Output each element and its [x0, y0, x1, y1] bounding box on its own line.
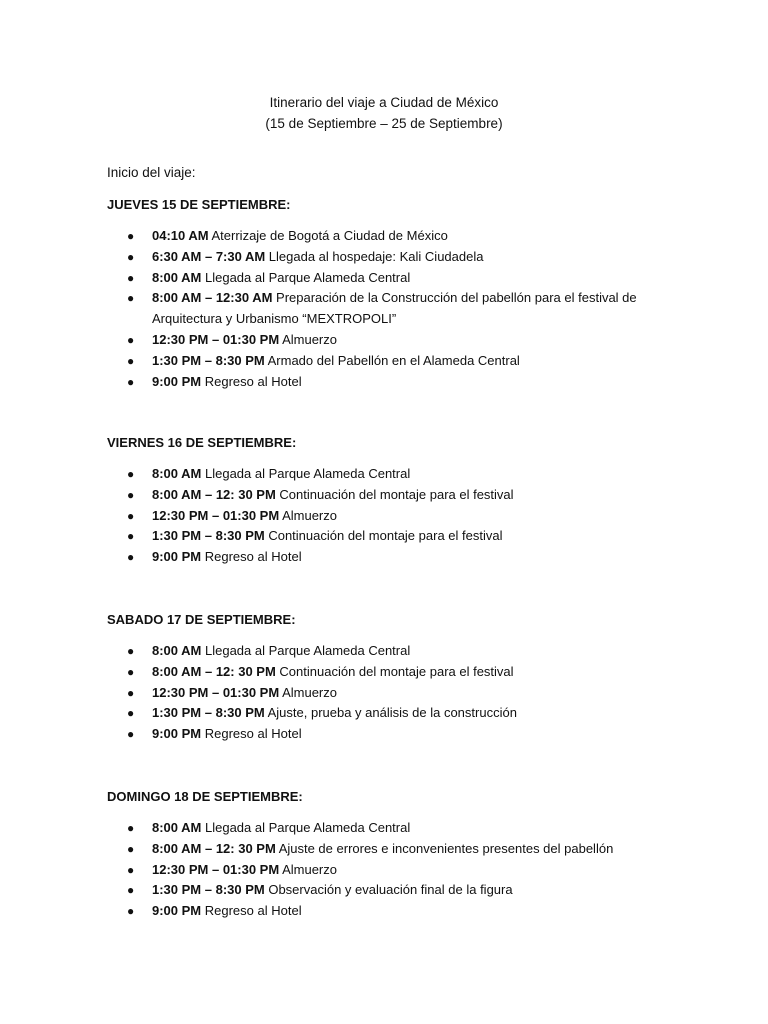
list-item: [107, 860, 692, 881]
item-time: 8:00 AM: [152, 643, 202, 658]
item-text: Regreso al Hotel: [201, 903, 302, 919]
bullet-icon: ●: [127, 529, 135, 544]
item-text: Llegada al Parque Alameda Central: [201, 466, 411, 481]
document-subtitle: (15 de Septiembre – 25 de Septiembre): [265, 116, 503, 131]
list-item: [107, 662, 692, 683]
item-time: 8:00 AM: [152, 466, 202, 481]
item-text: Preparación de la Construcción del pabellón para el festival de Arquitectura y Urbanismo “MEXTROPOLI”: [152, 290, 637, 327]
item-time: 1:30 PM – 8:30 PM: [152, 705, 265, 721]
item-time: 1:30 PM – 8:30 PM: [152, 882, 265, 898]
item-time: 1:30 PM – 8:30 PM: [152, 352, 265, 368]
bullet-icon: ●: [127, 249, 135, 264]
day-heading: VIERNES 16 DE SEPTIEMBRE:: [107, 435, 297, 450]
list-item: [107, 724, 692, 745]
bullet-icon: ●: [127, 291, 135, 306]
day-section-jueves: [107, 196, 707, 392]
list-item: [107, 641, 692, 662]
list-item: [107, 330, 692, 351]
bullet-icon: ●: [127, 727, 135, 742]
day-section-viernes: [107, 434, 707, 568]
item-time: 8:00 AM – 12: 30 PM: [152, 486, 276, 502]
itinerary-list: [107, 641, 707, 745]
list-item: [107, 351, 692, 372]
list-item: [107, 703, 692, 724]
list-item: [107, 288, 692, 330]
item-text: Llegada al Parque Alameda Central: [201, 269, 411, 285]
item-time: 04:10 AM: [152, 228, 209, 243]
item-text: Continuación del montaje para el festival: [275, 486, 514, 502]
item-time: 9:00 PM: [152, 549, 202, 565]
bullet-icon: ●: [127, 664, 135, 679]
itinerary-list: [107, 226, 707, 392]
item-text: Regreso al Hotel: [201, 726, 302, 742]
list-item: [107, 247, 692, 268]
list-item: [107, 506, 692, 527]
bullet-icon: ●: [127, 229, 135, 243]
item-text: Continuación del montaje para el festival: [264, 528, 503, 544]
item-text: Almuerzo: [279, 684, 337, 700]
list-item: [107, 526, 692, 547]
list-item: [107, 547, 692, 568]
item-text: Almuerzo: [279, 331, 337, 347]
item-time: 12:30 PM – 01:30 PM: [152, 684, 280, 700]
item-text: Ajuste, prueba y análisis de la construcción: [264, 705, 517, 721]
bullet-icon: ●: [127, 332, 135, 347]
list-item: [107, 683, 692, 704]
itinerary-list: [107, 464, 707, 568]
bullet-icon: ●: [127, 270, 135, 285]
item-time: 6:30 AM – 7:30 AM: [152, 248, 266, 264]
list-item: [107, 839, 692, 860]
item-time: 8:00 AM – 12: 30 PM: [152, 663, 276, 679]
item-text: Ajuste de errores e inconvenientes presentes del pabellón: [275, 840, 614, 856]
intro-text: Inicio del viaje:: [107, 165, 196, 180]
bullet-icon: ●: [127, 883, 135, 898]
document-header: [0, 92, 768, 134]
item-time: 8:00 AM – 12: 30 PM: [152, 840, 276, 856]
bullet-icon: ●: [127, 644, 135, 658]
item-time: 9:00 PM: [152, 373, 202, 389]
list-item: [107, 464, 692, 485]
item-text: Almuerzo: [279, 507, 337, 523]
day-heading: JUEVES 15 DE SEPTIEMBRE:: [107, 197, 291, 212]
bullet-icon: ●: [127, 487, 135, 502]
list-item: [107, 901, 692, 922]
item-time: 12:30 PM – 01:30 PM: [152, 861, 280, 877]
item-text: Armado del Pabellón en el Alameda Central: [264, 352, 520, 368]
day-section-sabado: [107, 611, 707, 745]
item-text: Observación y evaluación final de la figura: [264, 882, 513, 898]
item-text: Aterrizaje de Bogotá a Ciudad de México: [208, 228, 448, 243]
day-section-domingo: [107, 788, 707, 922]
document-title: Itinerario del viaje a Ciudad de México: [269, 95, 499, 110]
bullet-icon: ●: [127, 508, 135, 523]
item-time: 8:00 AM: [152, 820, 202, 835]
list-item: [107, 268, 692, 289]
bullet-icon: ●: [127, 467, 135, 481]
list-item: [107, 818, 692, 839]
item-time: 1:30 PM – 8:30 PM: [152, 528, 265, 544]
list-item: [107, 485, 692, 506]
item-time: 12:30 PM – 01:30 PM: [152, 331, 280, 347]
bullet-icon: ●: [127, 821, 135, 835]
bullet-icon: ●: [127, 841, 135, 856]
item-text: Continuación del montaje para el festival: [275, 663, 514, 679]
item-text: Llegada al hospedaje: Kali Ciudadela: [265, 248, 484, 264]
bullet-icon: ●: [127, 685, 135, 700]
list-item: [107, 372, 692, 393]
bullet-icon: ●: [127, 862, 135, 877]
item-time: 8:00 AM: [152, 269, 202, 285]
item-time: 8:00 AM – 12:30 AM: [152, 290, 273, 306]
bullet-icon: ●: [127, 706, 135, 721]
bullet-icon: ●: [127, 374, 135, 389]
item-time: 9:00 PM: [152, 903, 202, 919]
list-item: [107, 226, 692, 247]
bullet-icon: ●: [127, 550, 135, 565]
item-text: Regreso al Hotel: [201, 549, 302, 565]
item-text: Llegada al Parque Alameda Central: [201, 820, 411, 835]
bullet-icon: ●: [127, 904, 135, 919]
list-item: [107, 880, 692, 901]
item-text: Almuerzo: [279, 861, 337, 877]
bullet-icon: ●: [127, 353, 135, 368]
item-text: Regreso al Hotel: [201, 373, 302, 389]
item-time: 12:30 PM – 01:30 PM: [152, 507, 280, 523]
item-time: 9:00 PM: [152, 726, 202, 742]
itinerary-list: [107, 818, 707, 922]
day-heading: SABADO 17 DE SEPTIEMBRE:: [107, 612, 296, 627]
day-heading: DOMINGO 18 DE SEPTIEMBRE:: [107, 789, 303, 804]
item-text: Llegada al Parque Alameda Central: [201, 643, 411, 658]
